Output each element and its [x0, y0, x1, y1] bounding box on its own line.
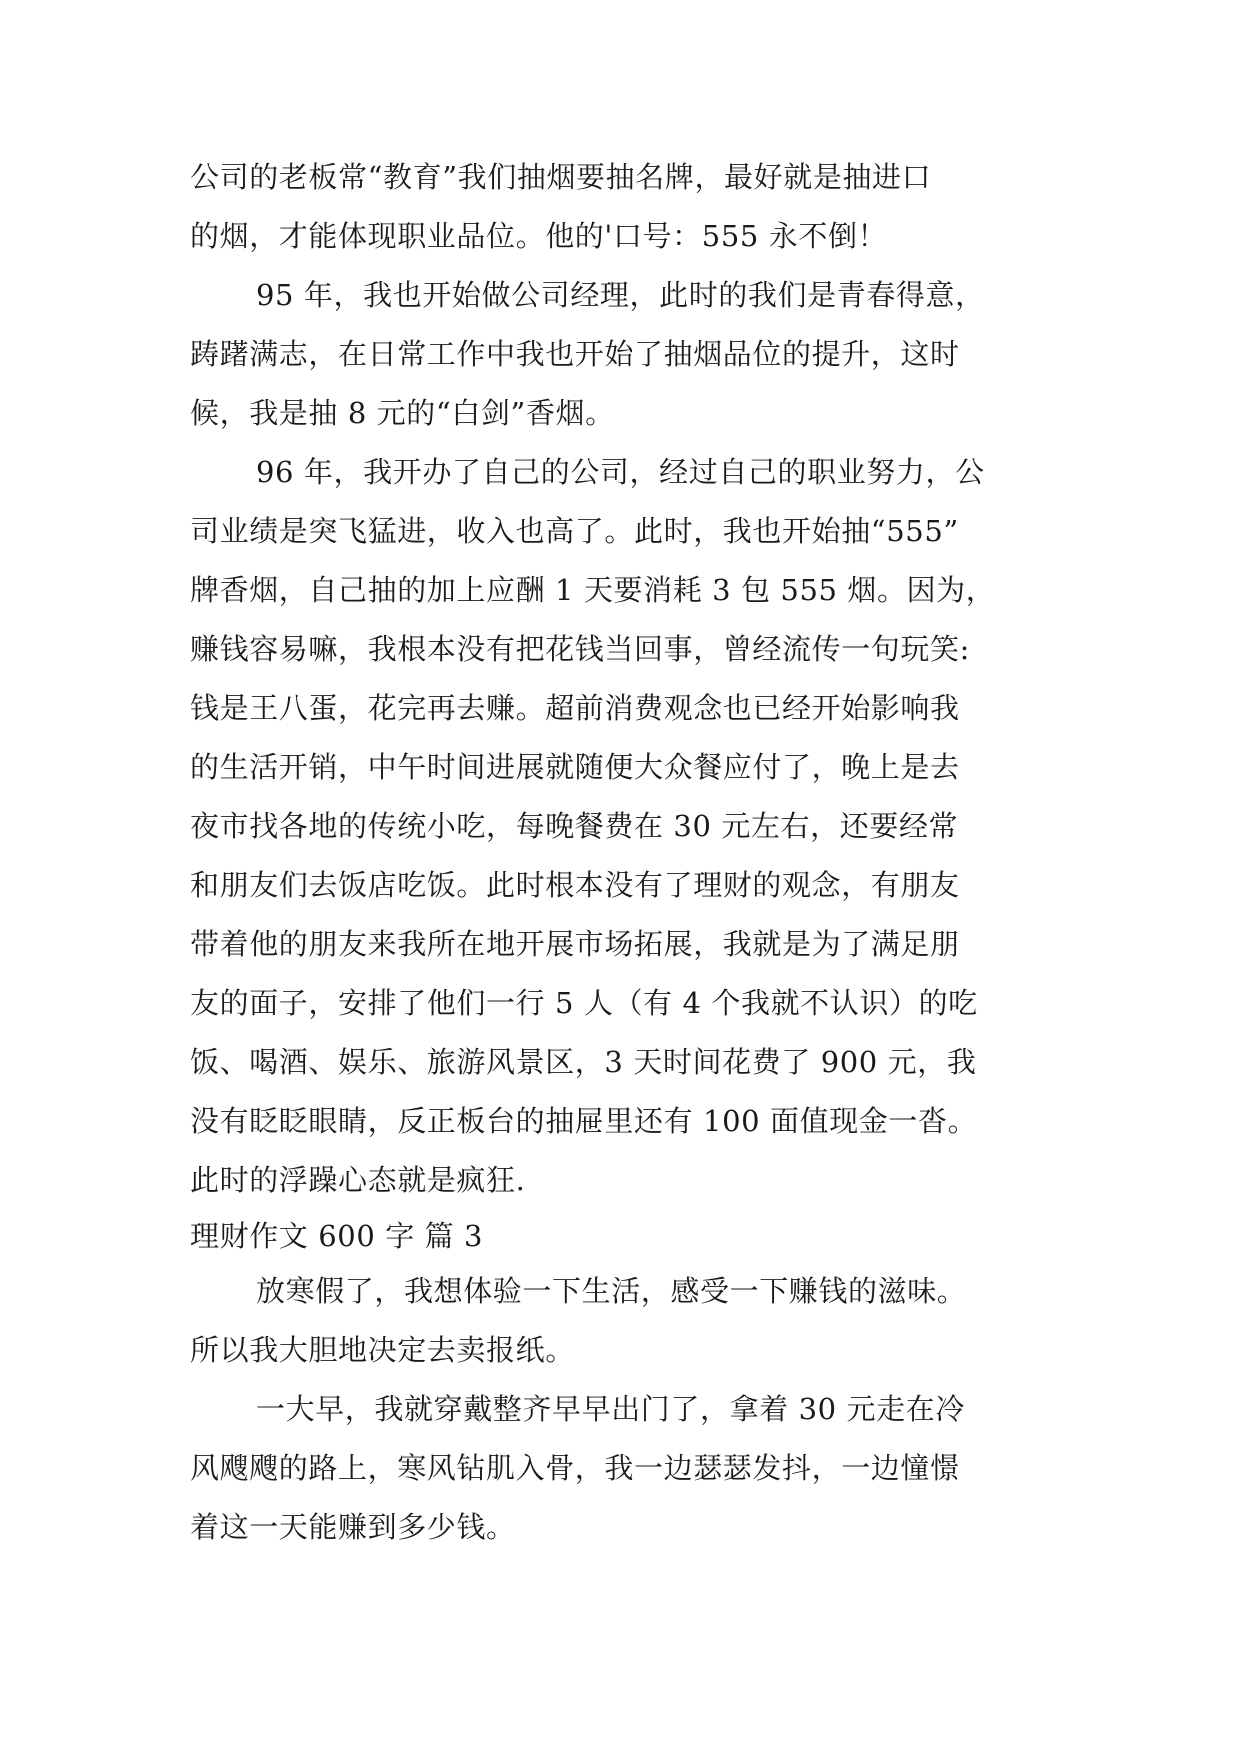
document-body [190, 148, 1075, 1557]
text-line: 友的面子，安排了他们一行 5 人（有 4 个我就不认识）的吃 [190, 986, 978, 1020]
text-line: 司业绩是突飞猛进，收入也高了。此时，我也开始抽“555” [190, 514, 959, 548]
text-line: 牌香烟，自己抽的加上应酬 1 天要消耗 3 包 555 烟。因为， [190, 573, 996, 607]
paragraph-96 [190, 443, 1075, 1210]
text-line: 95 年，我也开始做公司经理，此时的我们是青春得意， [256, 278, 985, 312]
text-line: 候，我是抽 8 元的“白剑”香烟。 [190, 396, 615, 430]
paragraph-winter-break [190, 1262, 1075, 1380]
text-line: 踌躇满志，在日常工作中我也开始了抽烟品位的提升，这时 [190, 337, 960, 371]
text-line: 钱是王八蛋，花完再去赚。超前消费观念也已经开始影响我 [190, 691, 960, 725]
section-heading: 理财作文 600 字 篇 3 [190, 1219, 484, 1253]
text-line: 96 年，我开办了自己的公司，经过自己的职业努力，公 [256, 455, 985, 489]
text-line: 公司的老板常“教育”我们抽烟要抽名牌，最好就是抽进口 [190, 160, 932, 194]
text-line: 赚钱容易嘛，我根本没有把花钱当回事，曾经流传一句玩笑: [190, 632, 970, 666]
text-line: 夜市找各地的传统小吃，每晚餐费在 30 元左右，还要经常 [190, 809, 959, 843]
text-line: 和朋友们去饭店吃饭。此时根本没有了理财的观念，有朋友 [190, 868, 960, 902]
paragraph-early-morning [190, 1380, 1075, 1557]
text-line: 着这一天能赚到多少钱。 [190, 1510, 516, 1544]
text-line: 一大早，我就穿戴整齐早早出门了，拿着 30 元走在冷 [256, 1392, 965, 1426]
paragraph-continuation [190, 148, 1075, 266]
paragraph-95 [190, 266, 1075, 443]
text-line: 所以我大胆地决定去卖报纸。 [190, 1333, 575, 1367]
text-line: 放寒假了，我想体验一下生活，感受一下赚钱的滋味。 [256, 1274, 967, 1308]
text-line: 没有眨眨眼睛，反正板台的抽屉里还有 100 面值现金一沓。 [190, 1104, 978, 1138]
text-line: 风飕飕的路上，寒风钻肌入骨，我一边瑟瑟发抖，一边憧憬 [190, 1451, 960, 1485]
text-line: 的烟，才能体现职业品位。他的'口号：555 永不倒！ [190, 219, 888, 253]
text-line: 的生活开销，中午时间进展就随便大众餐应付了，晚上是去 [190, 750, 960, 784]
text-line: 饭、喝酒、娱乐、旅游风景区，3 天时间花费了 900 元，我 [190, 1045, 977, 1079]
text-line: 带着他的朋友来我所在地开展市场拓展，我就是为了满足朋 [190, 927, 960, 961]
text-line: 此时的浮躁心态就是疯狂. [190, 1163, 526, 1197]
